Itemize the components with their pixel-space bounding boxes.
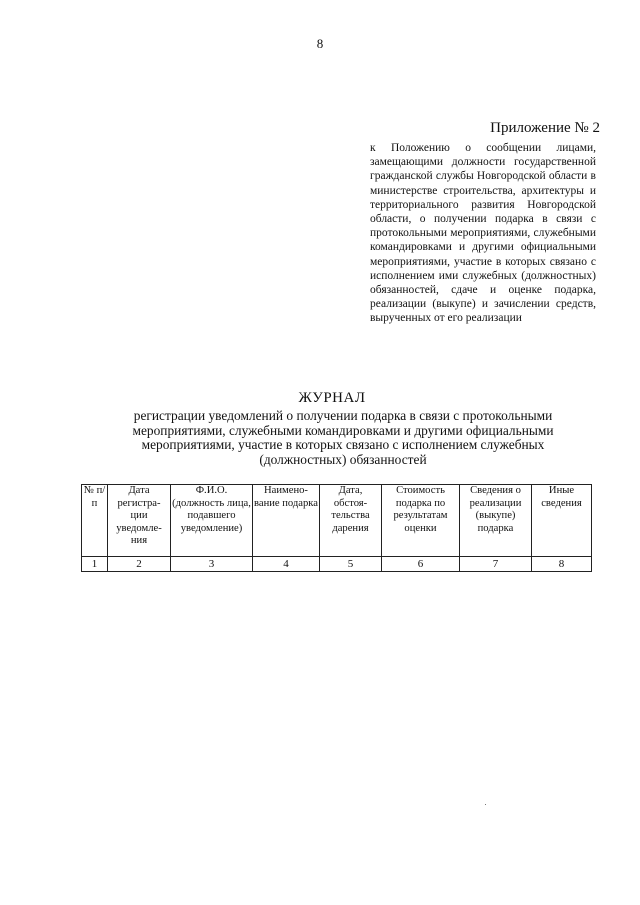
- register-table: [81, 484, 592, 572]
- header-cell: Сведения о реализации (выкупе) подарка: [460, 485, 532, 557]
- header-cell: Иные сведения: [532, 485, 592, 557]
- column-number-cell: 4: [253, 557, 320, 572]
- journal-subtitle: регистрации уведомлений о получении подарка в связи с протокольными мероприятиями, служебными командировками и другими официальными мероприятиями, участие в которых связано с исполнением служебных (должностных) обязанностей: [132, 408, 554, 467]
- header-cell: Наимено- вание подарка: [253, 485, 320, 557]
- appendix-text: к Положению о сообщении лицами, замещающими должности государственной гражданской службы Новгородской области в министерстве строительства, архитектуры и территориального развития Новгородской области, о получении подарка в связи с протокольными мероприятиями, служебными командировками и другими официальными мероприятиями, участие в которых связано с исполнением ими служебных (должностных) обязанностей, сдаче и оценке подарка, реализации (выкупе) и зачислении средств, вырученных от его реализации: [370, 142, 596, 325]
- column-number-cell: 7: [460, 557, 532, 572]
- column-number-cell: 2: [108, 557, 171, 572]
- header-cell: № п/ п: [82, 485, 108, 557]
- header-cell: Стоимость подарка по результатам оценки: [382, 485, 460, 557]
- header-cell: Дата регистра- ции уведомле- ния: [108, 485, 171, 557]
- appendix-title: Приложение № 2: [490, 120, 600, 136]
- column-number-cell: 3: [171, 557, 253, 572]
- table-row: [82, 557, 592, 572]
- column-number-cell: 1: [82, 557, 108, 572]
- column-number-cell: 8: [532, 557, 592, 572]
- header-cell: Ф.И.О. (должность лица, подавшего уведомление): [171, 485, 253, 557]
- page-number: 8: [316, 36, 324, 51]
- journal-title: ЖУРНАЛ: [298, 390, 366, 406]
- table-header-row: [82, 485, 592, 557]
- header-cell: Дата, обстоя- тельства дарения: [320, 485, 382, 557]
- column-number-cell: 6: [382, 557, 460, 572]
- column-number-cell: 5: [320, 557, 382, 572]
- scan-speck: [485, 804, 486, 805]
